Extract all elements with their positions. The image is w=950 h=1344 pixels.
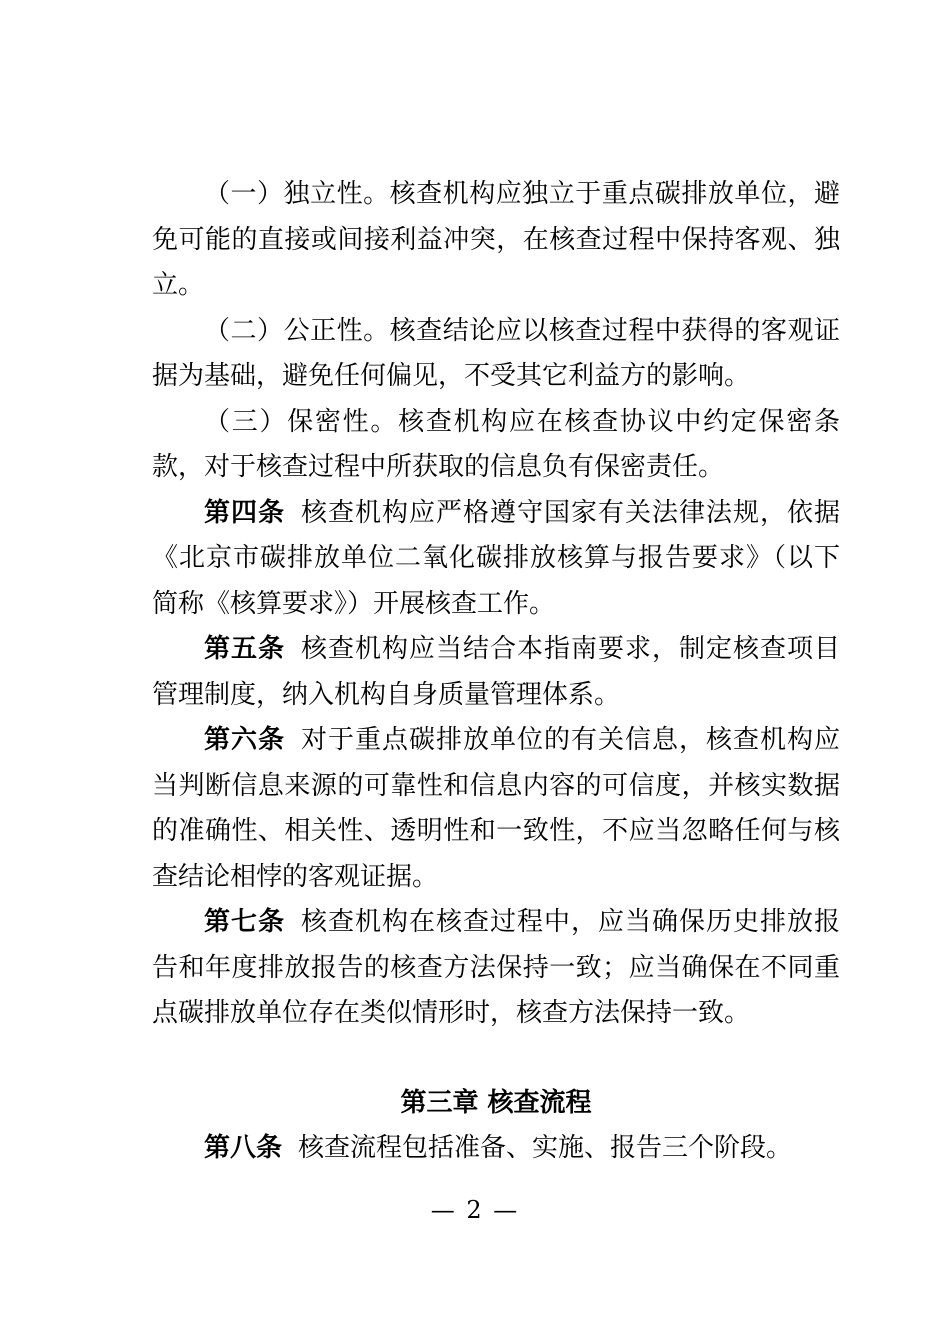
article-text: 核查机构在核查过程中，应当确保历史排放报告和年度排放报告的核查方法保持一致；应当确保在不同重点碳排放单位存在类似情形时，核查方法保持一致。 xyxy=(152,907,840,1028)
paragraph-text: （一）独立性。核查机构应独立于重点碳排放单位，避免可能的直接或间接利益冲突，在核查过程中保持客观、独立。 xyxy=(152,179,840,300)
article-label: 第六条 xyxy=(204,725,285,755)
article-label: 第七条 xyxy=(204,907,285,937)
paragraph-text: （三）保密性。核查机构应在核查协议中约定保密条款，对于核查过程中所获取的信息负有保密责任。 xyxy=(152,406,840,482)
article-label: 第五条 xyxy=(204,634,285,664)
page-number: — 2 — xyxy=(430,1196,520,1224)
article-6 xyxy=(152,718,840,900)
article-text: 核查机构应当结合本指南要求，制定核查项目管理制度，纳入机构自身质量管理体系。 xyxy=(152,634,840,710)
chapter-heading: 第三章 核查流程 xyxy=(400,1087,592,1118)
paragraph-impartiality xyxy=(152,309,840,400)
article-label: 第八条 xyxy=(204,1133,283,1163)
article-7 xyxy=(152,900,840,1037)
article-text: 核查机构应严格遵守国家有关法律法规，依据《北京市碳排放单位二氧化碳排放核算与报告要求》（以下简称《核算要求》）开展核查工作。 xyxy=(152,497,840,619)
article-text: 核查流程包括准备、实施、报告三个阶段。 xyxy=(298,1133,793,1163)
article-text: 对于重点碳排放单位的有关信息，核查机构应当判断信息来源的可靠性和信息内容的可信度，并核实数据的准确性、相关性、透明性和一致性，不应当忽略任何与核查结论相悖的客观证据。 xyxy=(152,725,840,892)
article-5 xyxy=(152,627,840,718)
article-label: 第四条 xyxy=(204,497,285,528)
paragraph-text: （二）公正性。核查结论应以核查过程中获得的客观证据为基础，避免任何偏见，不受其它利益方的影响。 xyxy=(152,315,840,391)
document-body xyxy=(152,172,840,1172)
paragraph-confidentiality xyxy=(152,400,840,491)
article-4 xyxy=(152,491,840,628)
article-8 xyxy=(152,1126,840,1172)
paragraph-independence xyxy=(152,172,840,309)
